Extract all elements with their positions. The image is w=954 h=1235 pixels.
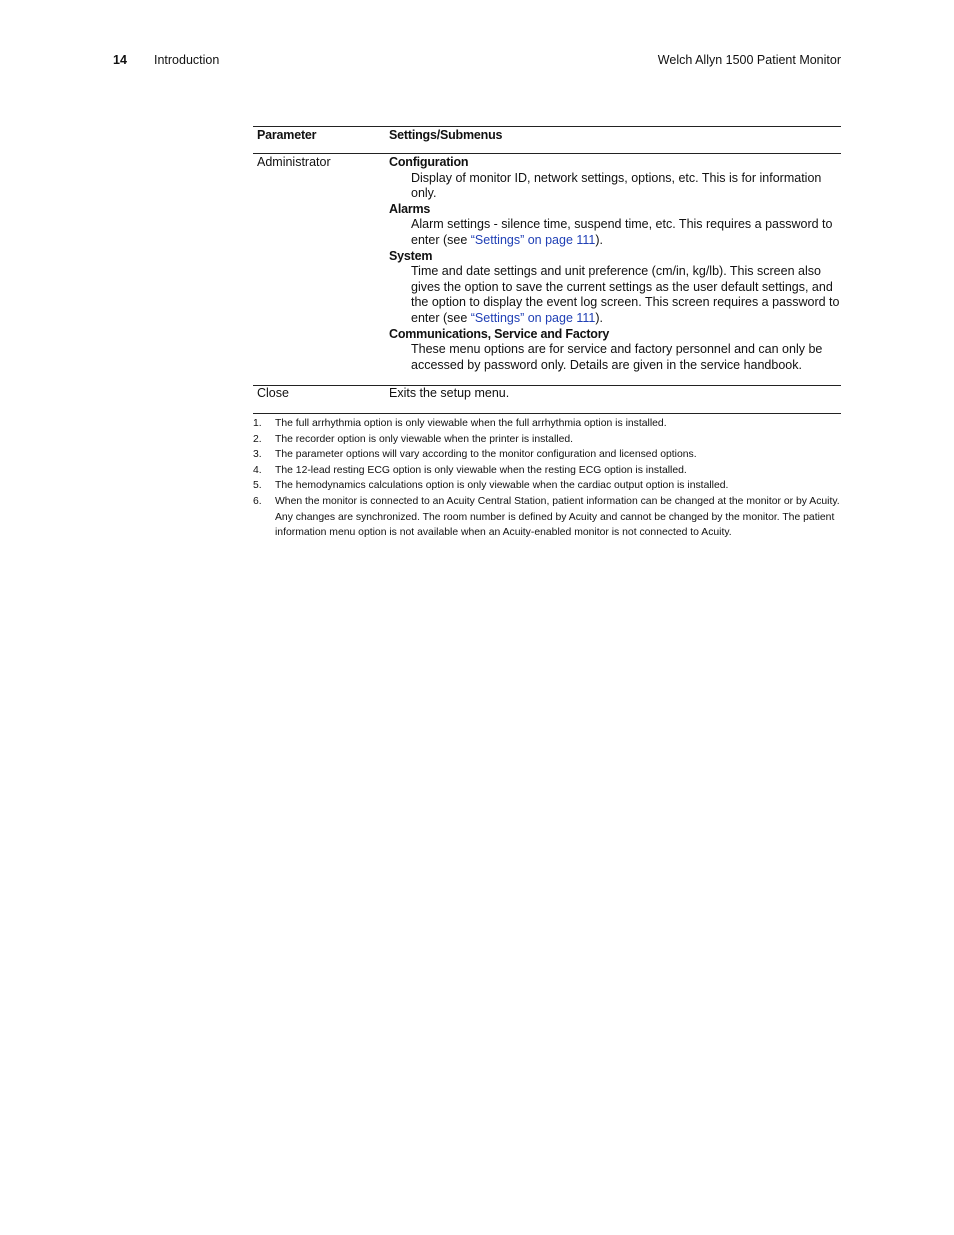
footnote: [253, 478, 843, 494]
footnotes: [253, 416, 843, 541]
footnote: [253, 463, 843, 479]
submenu-system-heading: System: [389, 248, 433, 263]
column-header-parameter: Parameter: [257, 128, 317, 142]
footnote-text: The 12-lead resting ECG option is only viewable when the resting ECG option is installed.: [275, 464, 687, 476]
footnote: [253, 432, 843, 448]
column-header-settings: Settings/Submenus: [389, 128, 503, 142]
footnote-text: The parameter options will vary according to the monitor configuration and licensed options.: [275, 449, 697, 461]
close-description: Exits the setup menu.: [389, 386, 510, 401]
footnote-text: The recorder option is only viewable when the printer is installed.: [275, 433, 574, 445]
param-close: Close: [257, 386, 289, 401]
footnote-text: The full arrhythmia option is only viewable when the full arrhythmia option is installed.: [275, 418, 667, 429]
table-row: [253, 386, 841, 413]
submenu-alarms-description: [389, 217, 841, 248]
document-title: Welch Allyn 1500 Patient Monitor: [657, 53, 841, 67]
table-row: [253, 154, 841, 385]
description-tail: ).: [595, 232, 604, 247]
footnote: [253, 447, 843, 463]
table-header-row: [253, 127, 841, 153]
submenu-communications-description: [389, 342, 841, 373]
description-text: Display of monitor ID, network settings, options, etc. This is for information only.: [411, 170, 822, 201]
submenu-alarms-heading: Alarms: [389, 201, 431, 216]
description-tail: ).: [595, 310, 604, 325]
page-number: 14: [113, 53, 127, 67]
section-title: Introduction: [154, 53, 220, 67]
footnote-text: The hemodynamics calculations option is only viewable when the cardiac output option is installed.: [275, 480, 729, 492]
footnote: [253, 494, 843, 541]
settings-page-link[interactable]: “Settings” on page 111: [470, 310, 596, 325]
table-bottom-rule: [253, 413, 841, 414]
footnote-text: When the monitor is connected to an Acuity Central Station, patient information can be changed at the monitor or by Acuity. Any changes are synchronized. The room number is defined by Acuity and cannot be changed by the monitor. The patient information menu option is not available when an Acuity-enabled monitor is not connected to Acuity.: [275, 495, 840, 539]
settings-page-link[interactable]: “Settings” on page 111: [470, 232, 596, 247]
footnote-number: 6.: [253, 495, 262, 507]
footnote-number: 5.: [253, 480, 262, 492]
description-text: Time and date settings and unit preference (cm/in, kg/lb). This screen also gives the option to save the current settings as the user default settings, and the option to display the event log screen. This screen requires a password to enter (see: [411, 264, 840, 325]
footnote-number: 1.: [253, 418, 262, 429]
settings-submenus-cell: [389, 155, 841, 373]
description-text: These menu options are for service and factory personnel and can only be accessed by password only. Details are given in the service handbook.: [411, 342, 823, 372]
footnote: [253, 416, 843, 432]
submenu-configuration-heading: Configuration: [389, 155, 469, 169]
footnote-number: 4.: [253, 464, 262, 476]
submenu-system-description: [389, 264, 841, 326]
description-text: Alarm settings - silence time, suspend time, etc. This requires a password to enter (see: [411, 217, 833, 247]
footnote-number: 2.: [253, 433, 262, 445]
settings-table: [253, 126, 841, 414]
submenu-communications-heading: Communications, Service and Factory: [389, 326, 610, 341]
param-administrator: Administrator: [257, 155, 331, 169]
submenu-configuration-description: [389, 171, 841, 202]
footnote-number: 3.: [253, 449, 262, 461]
